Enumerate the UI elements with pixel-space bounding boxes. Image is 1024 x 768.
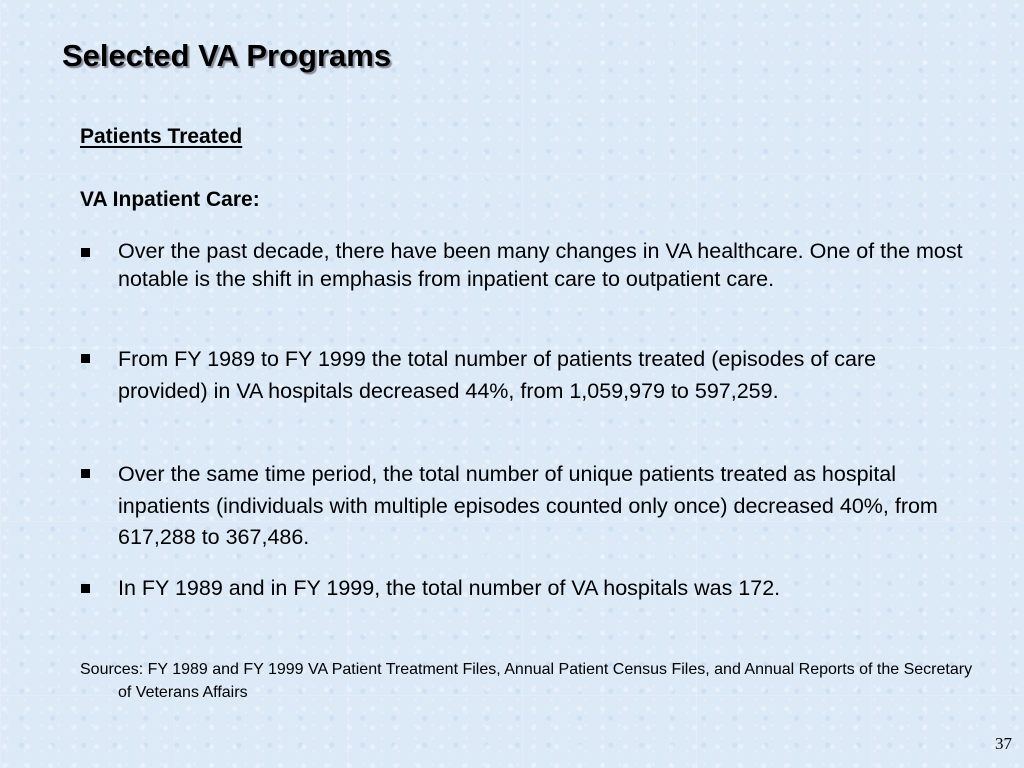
bullet-text: From FY 1989 to FY 1999 the total number of patients treated (episodes of care provided) in VA hospitals decreased 44%, from 1,059,979 to 597,259. — [118, 347, 877, 403]
bullet-square-icon — [81, 248, 90, 257]
bullet-item — [80, 459, 970, 554]
bullet-text: Over the past decade, there have been many changes in VA healthcare. One of the most notable is the shift in emphasis from inpatient care to outpatient care. — [118, 239, 963, 291]
sub-heading: VA Inpatient Care: — [80, 188, 260, 211]
bullet-square-icon — [81, 469, 90, 478]
section-heading: Patients Treated — [80, 125, 243, 148]
bullet-text: In FY 1989 and in FY 1999, the total number of VA hospitals was 172. — [118, 576, 781, 600]
bullet-square-icon — [81, 354, 90, 363]
sources-note: Sources: FY 1989 and FY 1999 VA Patient Treatment Files, Annual Patient Census Files, and Annual Reports of the Secretary of Veterans Affairs — [80, 661, 973, 701]
bullet-square-icon — [81, 584, 90, 593]
bullet-item — [80, 344, 970, 407]
bullet-item — [80, 238, 970, 293]
slide-title: Selected VA Programs — [62, 38, 392, 73]
bullet-item — [80, 574, 970, 603]
page-number: 37 — [995, 734, 1012, 753]
bullet-text: Over the same time period, the total number of unique patients treated as hospital inpatients (individuals with multiple episodes counted only once) decreased 40%, from 617,288 to 367,486. — [118, 462, 938, 549]
